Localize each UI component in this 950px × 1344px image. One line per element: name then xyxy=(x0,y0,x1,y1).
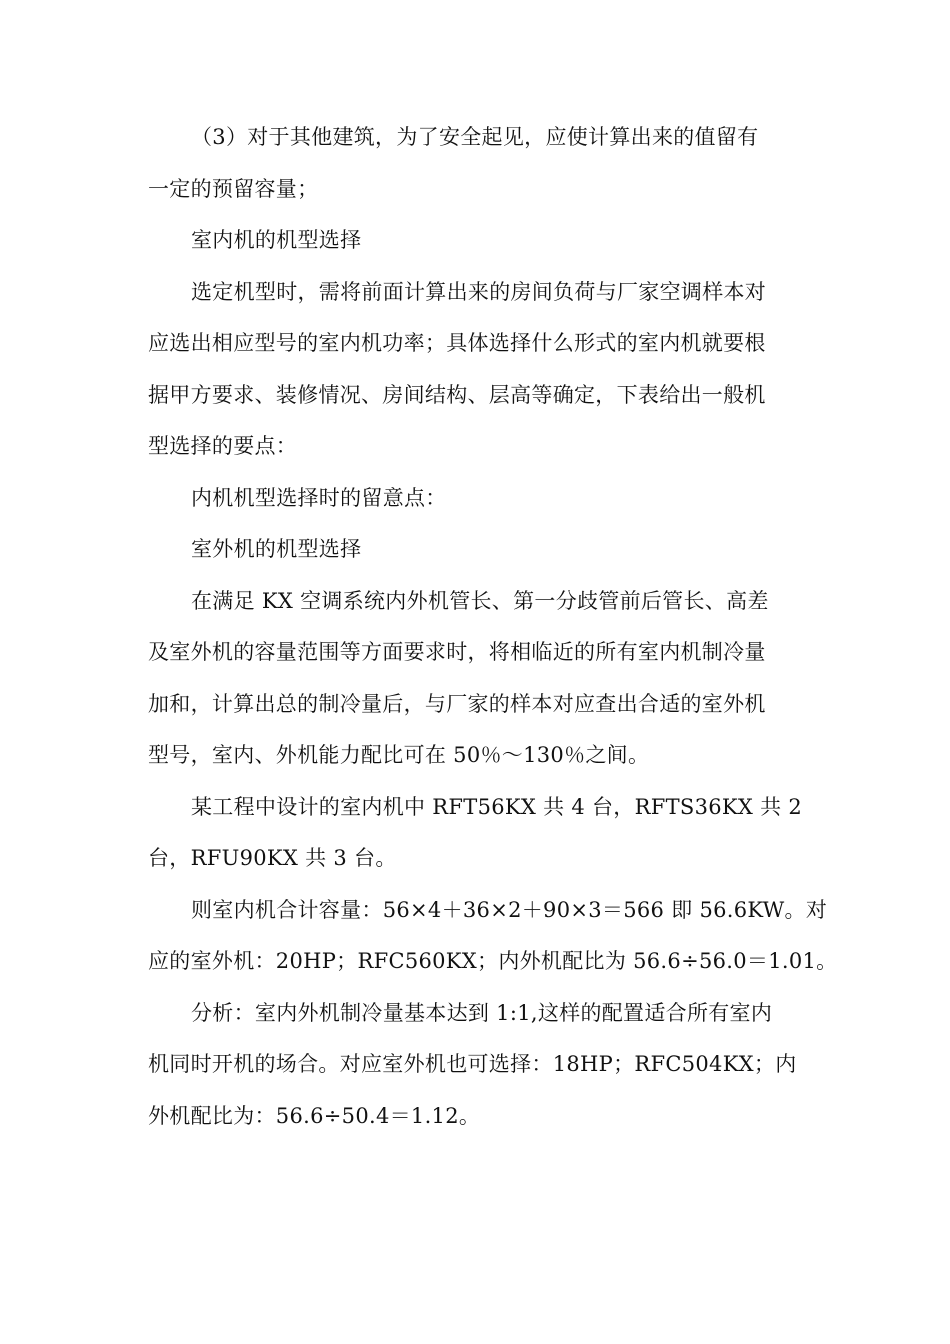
paragraph-line: 型号，室内、外机能力配比可在 50％～130％之间。 xyxy=(148,743,650,767)
paragraph-line: 则室内机合计容量：56×4＋36×2＋90×3＝566 即 56.6KW。对 xyxy=(191,897,828,922)
paragraph-line: 型选择的要点： xyxy=(148,434,298,458)
paragraph-line: 在满足 KX 空调系统内外机管长、第一分歧管前后管长、高差 xyxy=(191,588,769,613)
paragraph-line: 内机机型选择时的留意点： xyxy=(191,485,447,510)
paragraph-line: 台，RFU90KX 共 3 台。 xyxy=(148,846,397,870)
paragraph-line: 选定机型时，需将前面计算出来的房间负荷与厂家空调样本对 xyxy=(191,279,767,304)
paragraph-line: 分析：室内外机制冷量基本达到 1:1,这样的配置适合所有室内 xyxy=(191,1000,773,1025)
paragraph-line: 一定的预留容量； xyxy=(148,176,319,201)
paragraph-line: 据甲方要求、装修情况、房间结构、层高等确定，下表给出一般机 xyxy=(148,382,766,407)
paragraph-line: 外机配比为：56.6÷50.4＝1.12。 xyxy=(148,1103,481,1128)
paragraph-line: 加和，计算出总的制冷量后，与厂家的样本对应查出合适的室外机 xyxy=(148,691,766,716)
paragraph-line: 某工程中设计的室内机中 RFT56KX 共 4 台，RFTS36KX 共 2 xyxy=(191,794,803,819)
section-heading: 室外机的机型选择 xyxy=(191,537,362,561)
document-body xyxy=(148,112,838,1142)
section-heading: 室内机的机型选择 xyxy=(191,228,362,252)
paragraph-line: （3）对于其他建筑，为了安全起见，应使计算出来的值留有 xyxy=(191,125,759,149)
paragraph-line: 应选出相应型号的室内机功率；具体选择什么形式的室内机就要根 xyxy=(148,331,766,355)
paragraph-line: 应的室外机：20HP；RFC560KX；内外机配比为 56.6÷56.0＝1.01。 xyxy=(148,949,838,973)
paragraph-line: 机同时开机的场合。对应室外机也可选择：18HP；RFC504KX；内 xyxy=(148,1052,797,1076)
paragraph-line: 及室外机的容量范围等方面要求时，将相临近的所有室内机制冷量 xyxy=(148,640,766,664)
